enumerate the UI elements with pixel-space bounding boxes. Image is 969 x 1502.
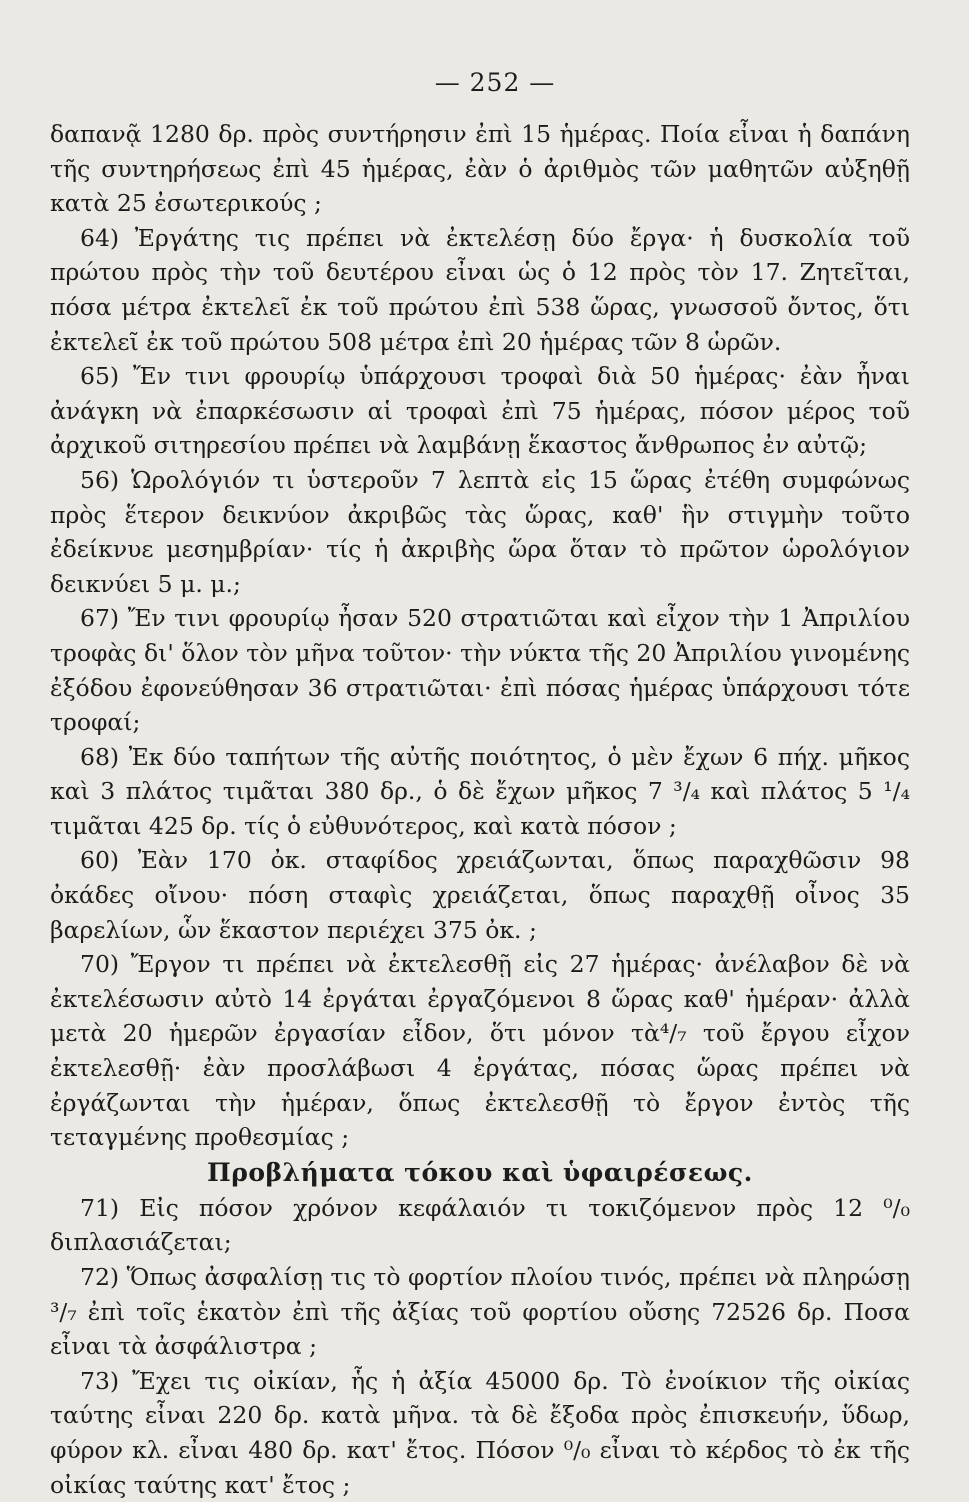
page-number: — 252 — xyxy=(434,68,556,97)
document-page xyxy=(50,68,910,1502)
problem-73: 73) Ἔχει τις οἰκίαν, ἧς ἡ ἀξία 45000 δρ. Τὸ ἐνοίκιον τῆς οἰκίας ταύτης εἶναι 220 δρ. κατὰ μῆνα. τὰ δὲ ἔξοδα πρὸς ἐπισκευήν, ὕδωρ, φύρον κλ. εἶναι 480 δρ. κατ' ἔτος. Πόσον ⁰/₀ εἶναι τὸ κέρδος τὸ ἐκ τῆς οἰκίας ταύτης κατ' ἔτος ; xyxy=(50,1366,910,1499)
section-heading: Προβλήματα τόκου καὶ ὑφαιρέσεως. xyxy=(207,1157,753,1187)
problem-72: 72) Ὅπως ἀσφαλίσῃ τις τὸ φορτίον πλοίου τινός, πρέπει νὰ πληρώσῃ ³/₇ ἐπὶ τοῖς ἑκατὸν ἐπὶ τῆς ἀξίας τοῦ φορτίου οὔσης 72526 δρ. Ποσα εἶναι τὰ ἀσφάλιστρα ; xyxy=(50,1263,910,1361)
problem-56: 56) Ὡρολόγιόν τι ὑστεροῦν 7 λεπτὰ εἰς 15 ὥρας ἐτέθη συμφώνως πρὸς ἕτερον δεικνύον ἀκριβῶς τὰς ὥρας, καθ' ἣν στιγμὴν τοῦτο ἐδείκνυε μεσημβρίαν· τίς ἡ ἀκριβὴς ὥρα ὅταν τὸ πρῶτον ὡρολόγιον δεικνύει 5 μ. μ.; xyxy=(50,465,910,598)
problem-64: 64) Ἐργάτης τις πρέπει νὰ ἐκτελέσῃ δύο ἔργα· ἡ δυσκολία τοῦ πρώτου πρὸς τὴν τοῦ δευτέρου εἶναι ὡς ὁ 12 πρὸς τὸν 17. Ζητεῖται, πόσα μέτρα ἐκτελεῖ ἐκ τοῦ πρώτου ἐπὶ 538 ὥρας, γνωσσοῦ ὄντος, ὅτι ἐκτελεῖ ἐκ τοῦ πρώτου 508 μέτρα ἐπὶ 20 ἡμέρας τῶν 8 ὡρῶν. xyxy=(50,223,910,356)
problem-67: 67) Ἔν τινι φρουρίῳ ἦσαν 520 στρατιῶται καὶ εἶχον τὴν 1 Ἀπριλίου τροφὰς δι' ὅλον τὸν μῆνα τοῦτον· τὴν νύκτα τῆς 20 Ἀπριλίου γινομένης ἐξόδου ἐφονεύθησαν 36 στρατιῶται· ἐπὶ πόσας ἡμέρας ὑπάρχουσι τότε τροφαί; xyxy=(50,604,910,737)
problem-71: 71) Εἰς πόσον χρόνον κεφάλαιόν τι τοκιζόμενον πρὸς 12 ⁰/₀ διπλασιάζεται; xyxy=(50,1193,910,1257)
problem-70: 70) Ἔργον τι πρέπει νὰ ἐκτελεσθῇ εἰς 27 ἡμέρας· ἀνέλαβον δὲ νὰ ἐκτελέσωσιν αὐτὸ 14 ἐργάται ἐργαζόμενοι 8 ὥρας καθ' ἡμέραν· ἀλλὰ μετὰ 20 ἡμερῶν ἐργασίαν εἶδον, ὅτι μόνον τὰ⁴/₇ τοῦ ἔργου εἶχον ἐκτελεσθῇ· ἐὰν προσλάβωσι 4 ἐργάτας, πόσας ὥρας πρέπει νὰ ἐργάζωνται τὴν ἡμέραν, ὅπως ἐκτελεσθῇ τὸ ἔργον ἐντὸς τῆς τεταγμένης προθεσμίας ; xyxy=(50,950,910,1152)
paragraph-continuation: δαπανᾷ 1280 δρ. πρὸς συντήρησιν ἐπὶ 15 ἡμέρας. Ποία εἶναι ἡ δαπάνη τῆς συντηρήσεως ἐπὶ 45 ἡμέρας, ἐὰν ὁ ἀριθμὸς τῶν μαθητῶν αὐξηθῇ κατὰ 25 ἐσωτερικούς ; xyxy=(50,120,910,218)
problem-68: 68) Ἐκ δύο ταπήτων τῆς αὐτῆς ποιότητος, ὁ μὲν ἔχων 6 πήχ. μῆκος καὶ 3 πλάτος τιμᾶται 380 δρ., ὁ δὲ ἔχων μῆκος 7 ³/₄ καὶ πλάτος 5 ¹/₄ τιμᾶται 425 δρ. τίς ὁ εὐθυνότερος, καὶ κατὰ πόσον ; xyxy=(50,742,910,840)
problem-60: 60) Ἐὰν 170 ὀκ. σταφίδος χρειάζωνται, ὅπως παραχθῶσιν 98 ὀκάδες οἴνου· πόση σταφὶς χρειάζεται, ὅπως παραχθῇ οἶνος 35 βαρελίων, ὧν ἕκαστον περιέχει 375 ὀκ. ; xyxy=(50,846,910,944)
problem-65: 65) Ἔν τινι φρουρίῳ ὑπάρχουσι τροφαὶ διὰ 50 ἡμέρας· ἐὰν ἦναι ἀνάγκη νὰ ἐπαρκέσωσιν αἱ τροφαὶ ἐπὶ 75 ἡμέρας, πόσον μέρος τοῦ ἀρχικοῦ σιτηρεσίου πρέπει νὰ λαμβάνῃ ἕκαστος ἄνθρωπος ἐν αὐτῷ; xyxy=(50,362,910,460)
